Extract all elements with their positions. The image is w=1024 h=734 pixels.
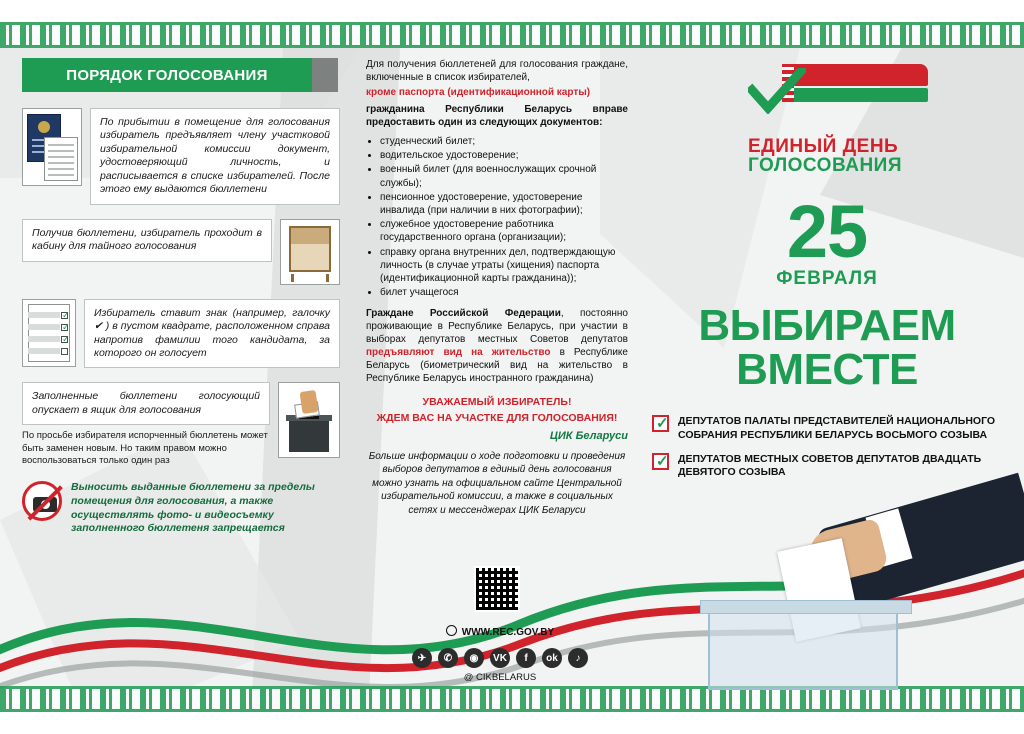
more-info-text: Больше информации о ходе подготовки и проведения выборов депутатов в единый день голосования можно узнать на официальном сайте Центральной избирательной комиссии, а также в социальных сетях и мессенджерах ЦИК Беларуси [368, 450, 626, 516]
website-link[interactable] [420, 625, 580, 638]
passport-document-icon [22, 108, 82, 186]
step-1 [22, 108, 340, 205]
step-3-text: Избиратель ставит знак (например, галочку ✔ ) в пустом квадрате, расположенном справа напротив фамилии того кандидата, за которого он голосует [84, 299, 340, 369]
target-text-1: ДЕПУТАТОВ ПАЛАТЫ ПРЕДСТАВИТЕЛЕЙ НАЦИОНАЛЬНОГО СОБРАНИЯ РЕСПУБЛИКИ БЕЛАРУСЬ ВОСЬМОГО СОЗЫВА [678, 415, 996, 441]
list-item [652, 415, 1002, 441]
top-margin [0, 0, 1024, 22]
social-handle: @ CIKBELARUS [463, 672, 537, 683]
signature-cik: ЦИК Беларуси [549, 429, 628, 442]
appeal-line-1: УВАЖАЕМЫЙ ИЗБИРАТЕЛЬ! [422, 396, 572, 409]
rf-citizens-paragraph [366, 307, 628, 385]
list-item: • справку органа внутренних дел, подтверждающую личность (в случае утраты (хищения) паспорта (идентификационной карты гражданина)); [380, 246, 628, 286]
list-item: • служебное удостоверение работника государственного органа (организации); [380, 218, 628, 244]
bottom-margin [0, 712, 1024, 734]
logo-line-1: ЕДИНЫЙ ДЕНЬ [748, 136, 899, 157]
hand-ballot-photo [724, 442, 1024, 682]
list-item: • пенсионное удостоверение, удостоверение инвалида (при наличии в них фотографии); [380, 191, 628, 217]
vk-icon[interactable]: VK [490, 648, 510, 668]
step-4 [22, 382, 340, 467]
rf-citizens-bold: Граждане Российской Федерации [366, 308, 561, 320]
logo-text [748, 136, 1002, 177]
list-item: • студенческий билет; [380, 135, 628, 148]
intro-paragraph-1: Для получения бюллетеней для голосования граждане, включенные в список избирателей, [366, 59, 628, 83]
documents-column [366, 58, 628, 517]
website-label: WWW.REC.GOV.BY [461, 627, 555, 638]
list-item: • водительское удостоверение; [380, 149, 628, 162]
election-day: 25 [786, 190, 868, 273]
tiktok-icon[interactable]: ♪ [568, 648, 588, 668]
step-1-text: По прибытии в помещение для голосования избиратель предъявляет члену участковой избирательной комиссии документ, удостоверяющий личность, и расписывается в списке избирателей. После этого ему выдаются бюллетени [90, 108, 340, 205]
ballot-checkmark-icon: ✓ ✓ ✓ [22, 299, 76, 367]
step-4-text: Заполненные бюллетени голосующий опускает в ящик для голосования [22, 382, 270, 425]
rf-citizens-text-2: в Республике Беларусь (биометрический вид на жительство в Республике Беларусь иностранного гражданина) [366, 347, 628, 385]
step-2-text: Получив бюллетени, избиратель проходит в кабину для тайного голосования [22, 219, 272, 262]
target-text-2: ДЕПУТАТОВ МЕСТНЫХ СОВЕТОВ ДЕПУТАТОВ ДВАДЦАТЬ ДЕВЯТОГО СОЗЫВА [678, 452, 982, 478]
banner-accent [312, 58, 338, 92]
appeal-line-2: ЖДЕМ ВАС НА УЧАСТКЕ ДЛЯ ГОЛОСОВАНИЯ! [376, 412, 618, 425]
voting-procedure-column [22, 58, 340, 678]
intro-paragraph-2: гражданина Республики Беларусь вправе предоставить один из следующих документов: [366, 104, 628, 128]
transparent-ballot-box [708, 610, 898, 690]
step-3 [22, 299, 340, 369]
rf-citizens-red: предъявляют вид на жительство [366, 347, 551, 359]
list-item: • билет учащегося [380, 286, 628, 299]
page-title: ПОРЯДОК ГОЛОСОВАНИЯ [66, 66, 268, 84]
no-photo-icon [22, 481, 62, 521]
qr-code-icon[interactable] [474, 566, 520, 612]
telegram-icon[interactable]: ✈ [412, 648, 432, 668]
facebook-icon[interactable]: f [516, 648, 536, 668]
campaign-column [652, 58, 1002, 490]
step-4-note: По просьбе избирателя испорченный бюллетень может быть заменен новым. Но таким правом можно воспользоваться только один раз [22, 430, 268, 466]
ballot-box-hand-icon [278, 382, 340, 458]
list-item: • военный билет (для военнослужащих срочной службы); [380, 163, 628, 189]
section-title-banner [22, 58, 312, 92]
election-month: ФЕВРАЛЯ [776, 267, 878, 289]
voting-booth-icon [280, 219, 340, 285]
slogan-line-1: ВЫБИРАЕМ [698, 300, 956, 350]
instagram-icon[interactable]: ◉ [464, 648, 484, 668]
checkbox-checked-icon [652, 453, 669, 470]
slogan-line-2: ВМЕСТЕ [736, 345, 918, 395]
accepted-documents-list [366, 135, 628, 299]
election-logo [748, 58, 934, 134]
prohibition-text: Выносить выданные бюллетени за пределы помещения для голосования, а также осуществлять фото- и видеосъемку заполненного бюллетеня запрещается [71, 481, 315, 535]
whatsapp-icon[interactable]: ✆ [438, 648, 458, 668]
rf-citizens-text-1: , постоянно проживающие в Республике Беларусь, при участии в выборах депутатов местных Советов депутатов [366, 308, 628, 346]
checkmark-icon [748, 68, 806, 114]
checkbox-checked-icon [652, 415, 669, 432]
globe-icon [446, 625, 457, 636]
social-links [412, 648, 588, 668]
ornament-band-top [0, 22, 1024, 48]
intro-paragraph-red: кроме паспорта (идентификационной карты) [366, 87, 591, 98]
prohibition-notice [22, 481, 340, 536]
odnoklassniki-icon[interactable]: ok [542, 648, 562, 668]
step-2 [22, 219, 340, 285]
logo-line-2: ГОЛОСОВАНИЯ [748, 155, 902, 176]
